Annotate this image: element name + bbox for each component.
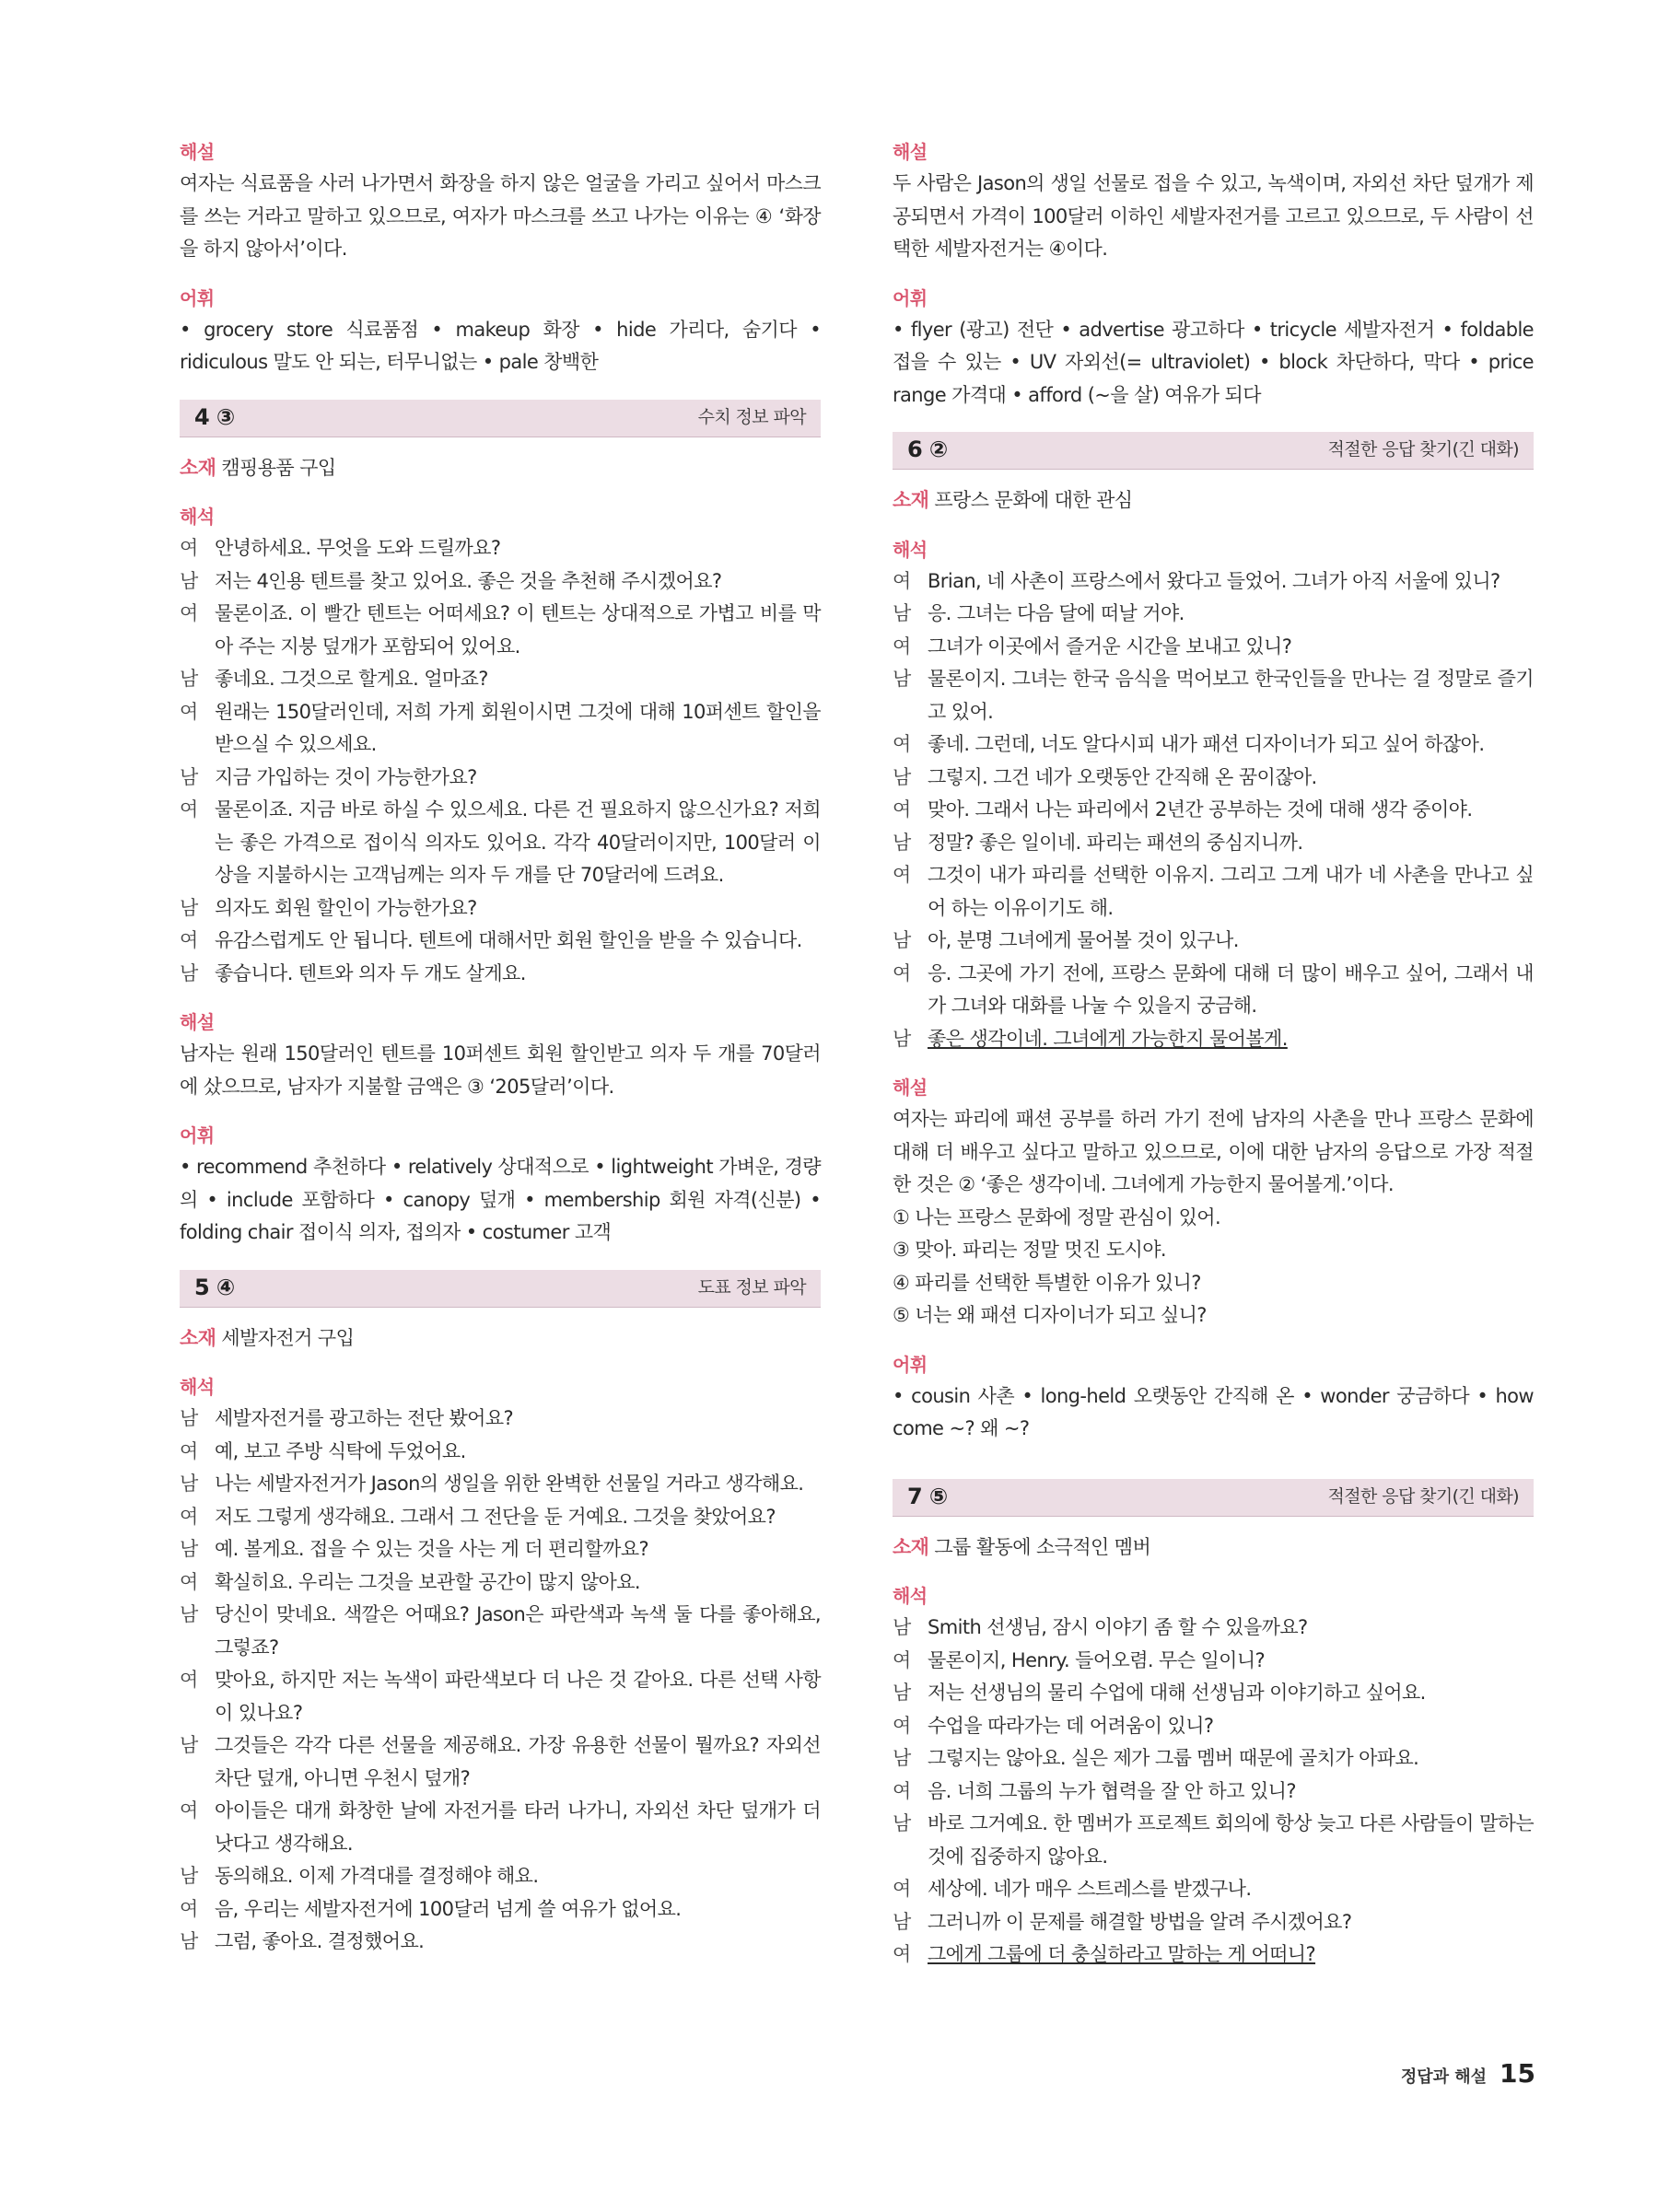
q5-number: 5 ④ (194, 1274, 235, 1300)
line-text: 그것들은 각각 다른 선물을 제공해요. 가장 유용한 선물이 뭘까요? 자외선 차단 덮개, 아니면 우천시 덮개? (215, 1734, 821, 1789)
dialogue-line (893, 1677, 1534, 1710)
dialogue-line (893, 925, 1534, 958)
q6-explanation: 여자는 파리에 패션 공부를 하러 가기 전에 남자의 사촌을 만나 프랑스 문화에 대해 더 배우고 싶다고 말하고 있으므로, 이에 대한 남자의 응답으로 가장 적절한 것은 ② ‘좋은 생각이네. 그녀에게 가능한지 물어볼게.’이다. (893, 1108, 1534, 1195)
speaker: 여 (180, 798, 198, 821)
q4-number: 4 ③ (194, 403, 235, 430)
speaker: 여 (180, 1570, 198, 1593)
q6-header-bar (893, 432, 1534, 470)
dialogue-line (893, 631, 1534, 664)
line-text: 세발자전거를 광고하는 전단 봤어요? (215, 1407, 514, 1429)
speaker: 남 (180, 1734, 198, 1756)
q6-material-label: 소재 (893, 489, 929, 511)
speaker: 남 (180, 961, 198, 984)
speaker: 남 (180, 668, 198, 690)
speaker: 여 (893, 1779, 911, 1802)
line-text: 응. 그녀는 다음 달에 떠날 거야. (928, 602, 1185, 624)
dialogue-line (893, 1710, 1534, 1743)
dialogue-line (180, 1599, 821, 1664)
q7-translation-label: 해석 (893, 1585, 928, 1607)
q3-vocab-label: 어휘 (180, 286, 215, 309)
q5-vocab-label: 어휘 (893, 286, 928, 309)
speaker: 남 (180, 1865, 198, 1887)
option-item: ① 나는 프랑스 문화에 정말 관심이 있어. (893, 1205, 1221, 1228)
q4-material-text: 캠핑용품 구입 (221, 456, 336, 479)
q5-explanation-label: 해설 (893, 141, 928, 163)
speaker: 남 (180, 1407, 198, 1429)
q5-type: 도표 정보 파악 (697, 1276, 806, 1298)
speaker: 여 (180, 602, 198, 624)
line-text: 그것이 내가 파리를 선택한 이유지. 그리고 그게 내가 네 사촌을 만나고 싶어 하는 이유이기도 해. (928, 864, 1534, 919)
line-text: 지금 가입하는 것이 가능한가요? (215, 765, 477, 788)
page-footer (1401, 2058, 1535, 2089)
dialogue-line (180, 1566, 821, 1600)
line-text: 물론이죠. 이 빨간 텐트는 어떠세요? 이 텐트는 상대적으로 가볍고 비를 막아 주는 지붕 덮개가 포함되어 있어요. (215, 602, 821, 658)
speaker: 남 (893, 1812, 911, 1834)
speaker: 여 (180, 1439, 198, 1462)
q7-material (893, 1531, 1534, 1565)
q6-material (893, 484, 1534, 518)
q5-header-bar (180, 1270, 821, 1308)
q4-type: 수치 정보 파악 (697, 406, 806, 427)
dialogue-line (893, 1742, 1534, 1775)
line-text: 맞아. 그래서 나는 파리에서 2년간 공부하는 것에 대해 생각 중이야. (928, 798, 1473, 821)
speaker: 남 (893, 1747, 911, 1769)
speaker: 여 (893, 798, 911, 821)
q5-material-text: 세발자전거 구입 (221, 1326, 355, 1349)
q3-explanation-label: 해설 (180, 141, 215, 163)
q4-translation-label: 해석 (180, 506, 215, 528)
q4-dialogue (180, 532, 821, 990)
q3-explanation: 여자는 식료품을 사러 나가면서 화장을 하지 않은 얼굴을 가리고 싶어서 마스크를 쓰는 거라고 말하고 있으므로, 여자가 마스크를 쓰고 나가는 이유는 ④ ‘화장을 하지 않아서’이다. (180, 172, 821, 260)
answer-line-text: 그에게 그룹에 더 충실하라고 말하는 게 어떠니? (928, 1943, 1316, 1965)
q7-dialogue (893, 1612, 1534, 1972)
line-text: 당신이 맞네요. 색깔은 어때요? Jason은 파란색과 녹색 둘 다를 좋아해요, 그렇죠? (215, 1603, 821, 1659)
dialogue-line (180, 1436, 821, 1469)
line-text: 정말? 좋은 일이네. 파리는 패션의 중심지니까. (928, 831, 1303, 854)
line-text: 확실히요. 우리는 그것을 보관할 공간이 많지 않아요. (215, 1570, 641, 1593)
dialogue-line (893, 728, 1534, 762)
line-text: 그녀가 이곳에서 즐거운 시간을 보내고 있니? (928, 634, 1292, 658)
speaker: 여 (180, 1799, 198, 1822)
line-text: 나는 세발자전거가 Jason의 생일을 위한 완벽한 선물일 거라고 생각해요. (215, 1473, 804, 1495)
speaker: 남 (893, 765, 911, 788)
q4-vocab-label: 어휘 (180, 1124, 215, 1147)
line-text: 예, 보고 주방 식탁에 두었어요. (215, 1439, 466, 1462)
q3-vocab: • grocery store 식료품점 • makeup 화장 • hide 가리다, 숨기다 • ridiculous 말도 안 되는, 터무니없는 • pale 창백한 (180, 318, 821, 373)
dialogue-line (893, 1873, 1534, 1906)
line-text: 원래는 150달러인데, 저희 가게 회원이시면 그것에 대해 10퍼센트 할인을 받으실 수 있으세요. (215, 700, 821, 755)
speaker: 여 (893, 864, 911, 886)
line-text: 저도 그렇게 생각해요. 그래서 그 전단을 둔 거예요. 그것을 찾았어요? (215, 1505, 776, 1528)
dialogue-line (180, 1533, 821, 1566)
dialogue-line (893, 1645, 1534, 1678)
dialogue-line (893, 565, 1534, 599)
dialogue-line (180, 892, 821, 926)
line-text: 음, 우리는 세발자전거에 100달러 넘게 쓸 여유가 없어요. (215, 1897, 682, 1920)
q5-dialogue (180, 1403, 821, 1959)
dialogue-line (180, 958, 821, 991)
dialogue-line (180, 925, 821, 958)
speaker: 여 (180, 1897, 198, 1920)
q5-material (180, 1322, 821, 1356)
dialogue-line (893, 1808, 1534, 1873)
speaker: 여 (893, 634, 911, 658)
line-text: 유감스럽게도 안 됩니다. 텐트에 대해서만 회원 할인을 받을 수 있습니다. (215, 929, 802, 951)
line-text: 좋네요. 그것으로 할게요. 얼마죠? (215, 668, 488, 690)
dialogue-line (893, 1938, 1534, 1972)
line-text: 물론이지. 그녀는 한국 음식을 먹어보고 한국인들을 만나는 걸 정말로 즐기고 있어. (928, 668, 1534, 723)
speaker: 여 (893, 569, 911, 592)
speaker: 남 (893, 1910, 911, 1933)
dialogue-line (893, 827, 1534, 860)
q4-material-label: 소재 (180, 456, 216, 479)
dialogue-line (180, 663, 821, 696)
line-text: 좋습니다. 텐트와 의자 두 개도 살게요. (215, 961, 526, 984)
q4-explanation: 남자는 원래 150달러인 텐트를 10퍼센트 회원 할인받고 의자 두 개를 70달러에 샀으므로, 남자가 지불할 금액은 ③ ‘205달러’이다. (180, 1042, 821, 1098)
speaker: 남 (893, 602, 911, 624)
dialogue-line (180, 762, 821, 795)
dialogue-line (893, 1612, 1534, 1645)
q7-number: 7 ⑤ (907, 1483, 948, 1509)
line-text: 안녕하세요. 무엇을 도와 드릴까요? (215, 537, 501, 559)
q4-explanation-label: 해설 (180, 1011, 215, 1033)
footer-label: 정답과 해설 (1400, 2067, 1488, 2087)
answer-line-text: 좋은 생각이네. 그녀에게 가능한지 물어볼게. (928, 1027, 1288, 1050)
speaker: 남 (180, 1538, 198, 1560)
speaker: 여 (893, 733, 911, 755)
dialogue-line (893, 859, 1534, 925)
page-number: 15 (1500, 2058, 1535, 2089)
line-text: 그럼, 좋아요. 결정했어요. (215, 1930, 425, 1952)
q6-translation-label: 해석 (893, 538, 928, 561)
q4-vocab: • recommend 추천하다 • relatively 상대적으로 • lightweight 가벼운, 경량의 • include 포함하다 • canopy 덮개 • membership 회원 자격(신분) • folding chair 접이식 의자, 접의자 • costumer 고객 (180, 1156, 821, 1243)
dialogue-line (180, 1664, 821, 1729)
speaker: 남 (893, 668, 911, 690)
dialogue-line (893, 794, 1534, 827)
dialogue-line (893, 958, 1534, 1023)
line-text: 아, 분명 그녀에게 물어볼 것이 있구나. (928, 929, 1239, 951)
q6-vocab-label: 어휘 (893, 1353, 928, 1376)
line-text: 아이들은 대개 화창한 날에 자전거를 타러 나가니, 자외선 차단 덮개가 더 낫다고 생각해요. (215, 1799, 821, 1855)
speaker: 여 (893, 1648, 911, 1671)
speaker: 남 (180, 1603, 198, 1625)
dialogue-line (180, 1926, 821, 1959)
q7-material-text: 그룹 활동에 소극적인 멤버 (934, 1535, 1151, 1558)
line-text: 저는 4인용 텐트를 찾고 있어요. 좋은 것을 추천해 주시겠어요? (215, 569, 722, 592)
q6-material-text: 프랑스 문화에 대한 관심 (934, 489, 1133, 511)
speaker: 남 (893, 1027, 911, 1050)
line-text: 예. 볼게요. 접을 수 있는 것을 사는 게 더 편리할까요? (215, 1538, 649, 1560)
dialogue-line (893, 1906, 1534, 1939)
dialogue-line (180, 532, 821, 565)
dialogue-line (180, 1468, 821, 1501)
q6-number: 6 ② (907, 437, 948, 463)
line-text: Smith 선생님, 잠시 이야기 좀 할 수 있을까요? (928, 1616, 1308, 1638)
speaker: 여 (180, 929, 198, 951)
line-text: 응. 그곳에 가기 전에, 프랑스 문화에 대해 더 많이 배우고 싶어, 그래서 내가 그녀와 대화를 나눌 수 있을지 궁금해. (928, 961, 1534, 1017)
dialogue-line (180, 696, 821, 762)
q6-dialogue (893, 565, 1534, 1056)
line-text: 의자도 회원 할인이 가능한가요? (215, 896, 477, 919)
line-text: 물론이지, Henry. 들어오렴. 무슨 일이니? (928, 1648, 1266, 1671)
speaker: 여 (893, 1714, 911, 1737)
right-column (893, 136, 1534, 1972)
q5-material-label: 소재 (180, 1326, 216, 1349)
option-item: ⑤ 너는 왜 패션 디자이너가 되고 싶니? (893, 1304, 1207, 1326)
dialogue-line (180, 794, 821, 892)
q7-type: 적절한 응답 찾기(긴 대화) (1327, 1485, 1519, 1507)
line-text: Brian, 네 사촌이 프랑스에서 왔다고 들었어. 그녀가 아직 서울에 있니? (928, 569, 1500, 592)
dialogue-line (180, 1403, 821, 1436)
q5-translation-label: 해석 (180, 1376, 215, 1398)
dialogue-line (180, 598, 821, 663)
speaker: 남 (180, 765, 198, 788)
speaker: 남 (180, 569, 198, 592)
dialogue-line (180, 1729, 821, 1795)
dialogue-line (180, 1501, 821, 1534)
line-text: 맞아요, 하지만 저는 녹색이 파란색보다 더 나은 것 같아요. 다른 선택 사항이 있나요? (215, 1669, 821, 1724)
speaker: 여 (180, 537, 198, 559)
speaker: 남 (180, 1930, 198, 1952)
dialogue-line (180, 565, 821, 599)
line-text: 바로 그거예요. 한 멤버가 프로젝트 회의에 항상 늦고 다른 사람들이 말하는 것에 집중하지 않아요. (928, 1812, 1534, 1868)
speaker: 남 (893, 929, 911, 951)
speaker: 여 (893, 1878, 911, 1900)
q6-type: 적절한 응답 찾기(긴 대화) (1327, 439, 1519, 460)
line-text: 좋네. 그런데, 너도 알다시피 내가 패션 디자이너가 되고 싶어 하잖아. (928, 733, 1485, 755)
q5-explanation: 두 사람은 Jason의 생일 선물로 접을 수 있고, 녹색이며, 자외선 차단 덮개가 제공되면서 가격이 100달러 이하인 세발자전거를 고르고 있으므로, 두 사람이 선택한 세발자전거는 ④이다. (893, 172, 1534, 260)
line-text: 수업을 따라가는 데 어려움이 있니? (928, 1714, 1214, 1737)
q6-vocab: • cousin 사촌 • long-held 오랫동안 간직해 온 • wonder 궁금하다 • how come ~? 왜 ~? (893, 1384, 1534, 1439)
line-text: 음. 너희 그룹의 누가 협력을 잘 안 하고 있니? (928, 1779, 1296, 1802)
speaker: 여 (180, 700, 198, 723)
option-item: ④ 파리를 선택한 특별한 이유가 있니? (893, 1271, 1201, 1294)
dialogue-line (180, 1893, 821, 1927)
q6-explanation-label: 해설 (893, 1077, 928, 1099)
speaker: 여 (180, 1505, 198, 1528)
speaker: 여 (893, 961, 911, 984)
speaker: 남 (180, 1473, 198, 1495)
left-column (180, 136, 821, 1959)
dialogue-line (893, 663, 1534, 728)
q4-header-bar (180, 400, 821, 437)
dialogue-line (893, 762, 1534, 795)
line-text: 저는 선생님의 물리 수업에 대해 선생님과 이야기하고 싶어요. (928, 1682, 1426, 1704)
line-text: 물론이죠. 지금 바로 하실 수 있으세요. 다른 건 필요하지 않으신가요? 저희는 좋은 가격으로 접이식 의자도 있어요. 각각 40달러이지만, 100달러 이상을 지불하시는 고객님께는 의자 두 개를 단 70달러에 드려요. (215, 798, 821, 886)
q5-vocab: • flyer (광고) 전단 • advertise 광고하다 • tricycle 세발자전거 • foldable 접을 수 있는 • UV 자외선(= ultraviolet) • block 차단하다, 막다 • price range 가격대 • afford (~을 살) 여유가 되다 (893, 318, 1534, 406)
line-text: 세상에. 네가 매우 스트레스를 받겠구나. (928, 1878, 1252, 1900)
q7-material-label: 소재 (893, 1535, 929, 1558)
dialogue-line (893, 598, 1534, 631)
option-item: ③ 맞아. 파리는 정말 멋진 도시야. (893, 1239, 1166, 1261)
dialogue-line (180, 1795, 821, 1860)
speaker: 남 (893, 831, 911, 854)
q7-header-bar (893, 1479, 1534, 1517)
speaker: 여 (893, 1943, 911, 1965)
dialogue-line (893, 1775, 1534, 1809)
speaker: 남 (893, 1682, 911, 1704)
q6-options (893, 1202, 1534, 1333)
speaker: 남 (180, 896, 198, 919)
speaker: 여 (180, 1669, 198, 1691)
dialogue-line (180, 1860, 821, 1893)
line-text: 동의해요. 이제 가격대를 결정해야 해요. (215, 1865, 539, 1887)
dialogue-line (893, 1023, 1534, 1056)
line-text: 그렇지. 그건 네가 오랫동안 간직해 온 꿈이잖아. (928, 765, 1317, 788)
q4-material (180, 452, 821, 485)
speaker: 남 (893, 1616, 911, 1638)
line-text: 그렇지는 않아요. 실은 제가 그룹 멤버 때문에 골치가 아파요. (928, 1747, 1419, 1769)
line-text: 그러니까 이 문제를 해결할 방법을 알려 주시겠어요? (928, 1910, 1352, 1933)
